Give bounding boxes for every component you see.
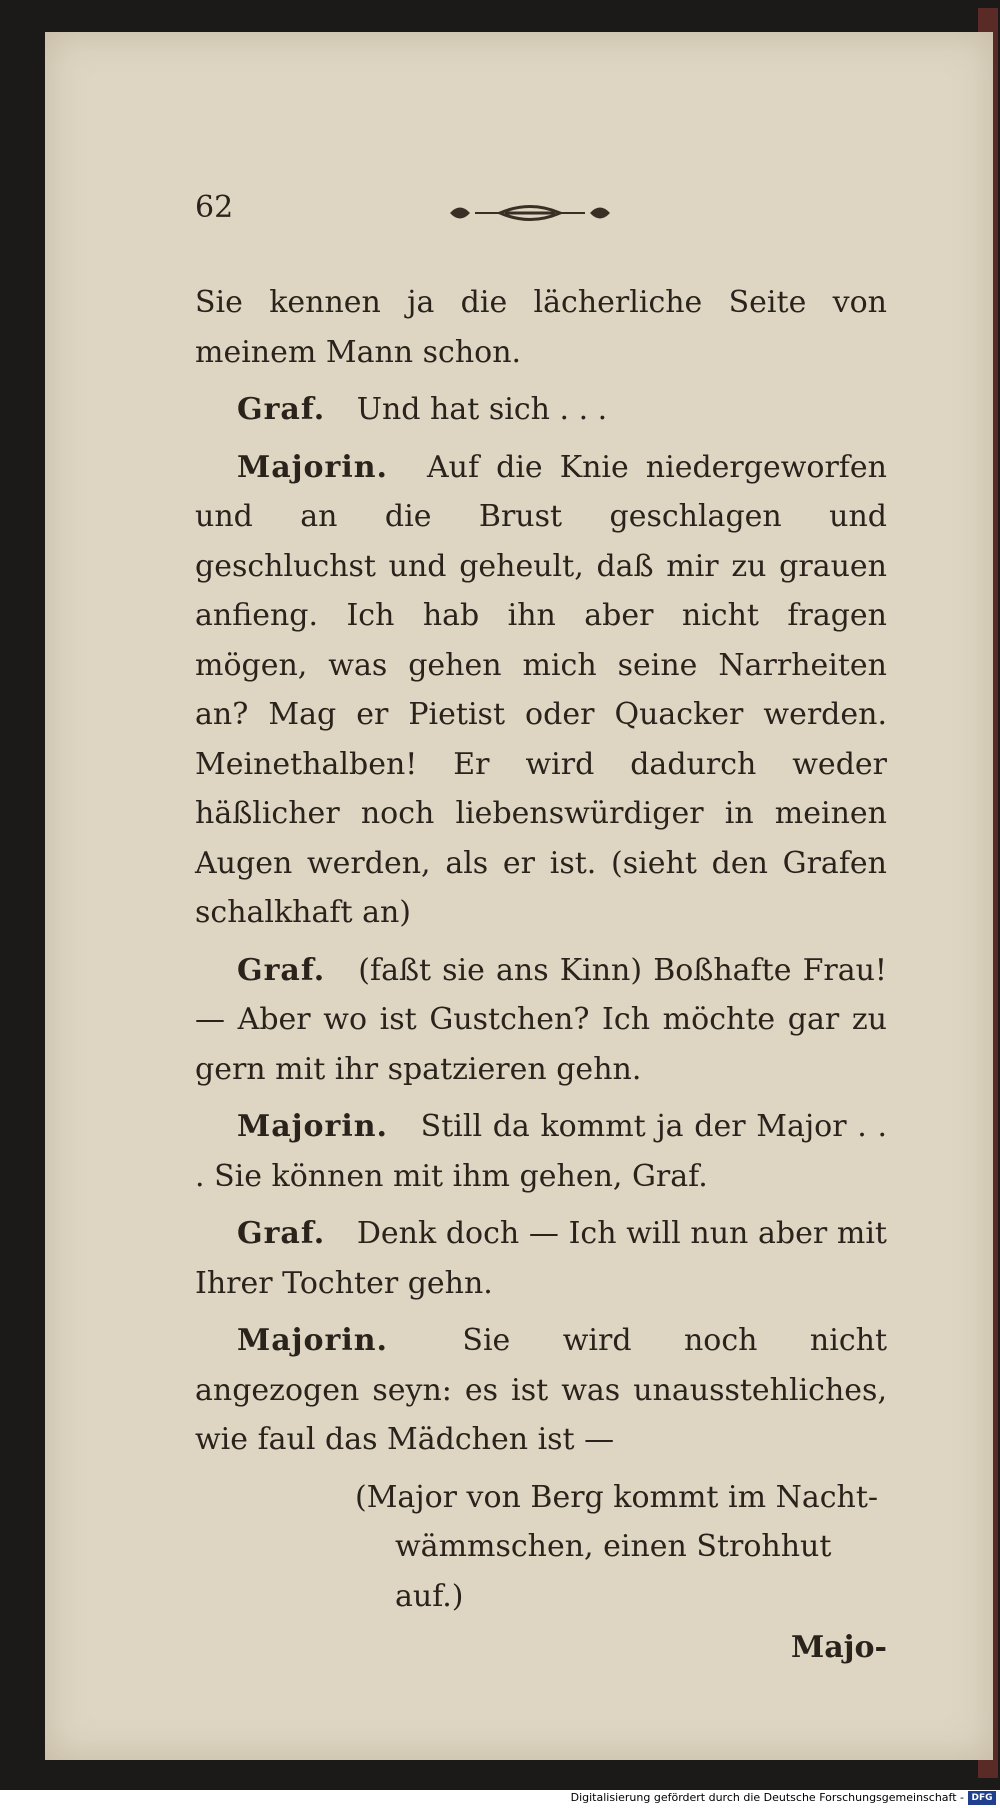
paragraph-3 xyxy=(195,946,887,1095)
paragraph-text: Auf die Knie niedergeworfen und an die Brust geschlagen und geschluchst und geheult, daß mir zu grauen anfieng. Ich hab ihn aber nicht fragen mögen, was gehen mich seine Narrheiten an? Mag er Pietist oder Quacker werden. Meinethalben! Er wird dadurch weder häßlicher noch liebenswürdiger in meinen Augen werden, als er ist. (sieht den Grafen schalkhaft an) xyxy=(195,449,887,930)
stage-direction xyxy=(195,1473,887,1622)
speaker-name: Majorin. xyxy=(237,1323,388,1358)
paragraph-text: Und hat sich . . . xyxy=(356,392,608,427)
paragraph-text: Denk doch — Ich will nun aber mit Ihrer Tochter gehn. xyxy=(195,1216,887,1301)
paragraph-text: Sie wird noch nicht angezogen seyn: es ist was unausstehliches, wie faul das Mädchen ist — xyxy=(195,1323,887,1457)
footer-bar xyxy=(0,1790,1000,1808)
ornament-vignette xyxy=(440,196,620,230)
stage-direction-line-1: (Major von Berg kommt im Nacht- xyxy=(355,1479,879,1515)
paragraph-5 xyxy=(195,1209,887,1308)
paragraph-text: (faßt sie ans Kinn) Boßhafte Frau! — Aber wo ist Gustchen? Ich möchte gar zu gern mit ihr spatzieren gehn. xyxy=(195,952,887,1087)
paragraph-text: Still da kommt ja der Major . . . Sie können mit ihm gehen, Graf. xyxy=(195,1109,887,1194)
paragraph-6 xyxy=(195,1316,887,1465)
funding-credit: Digitalisierung gefördert durch die Deutsche Forschungsgemeinschaft - xyxy=(570,1791,964,1804)
paragraph-4 xyxy=(195,1102,887,1201)
speaker-name: Graf. xyxy=(237,392,326,427)
page-text xyxy=(195,278,887,1673)
speaker-name: Graf. xyxy=(237,1216,326,1251)
paragraph-2 xyxy=(195,443,887,938)
paragraph-0 xyxy=(195,278,887,377)
paragraph-1 xyxy=(195,385,887,435)
paragraph-text: Sie kennen ja die lächerliche Seite von meinem Mann schon. xyxy=(195,285,887,370)
speaker-name: Majorin. xyxy=(237,449,388,485)
dfg-logo: DFG xyxy=(968,1791,996,1805)
speaker-name: Majorin. xyxy=(237,1109,388,1144)
catchword: Majo- xyxy=(791,1630,887,1665)
stage-direction-line-2: wämmschen, einen Strohhut auf.) xyxy=(395,1529,832,1614)
page-number: 62 xyxy=(195,190,234,225)
speaker-name: Graf. xyxy=(237,952,326,988)
